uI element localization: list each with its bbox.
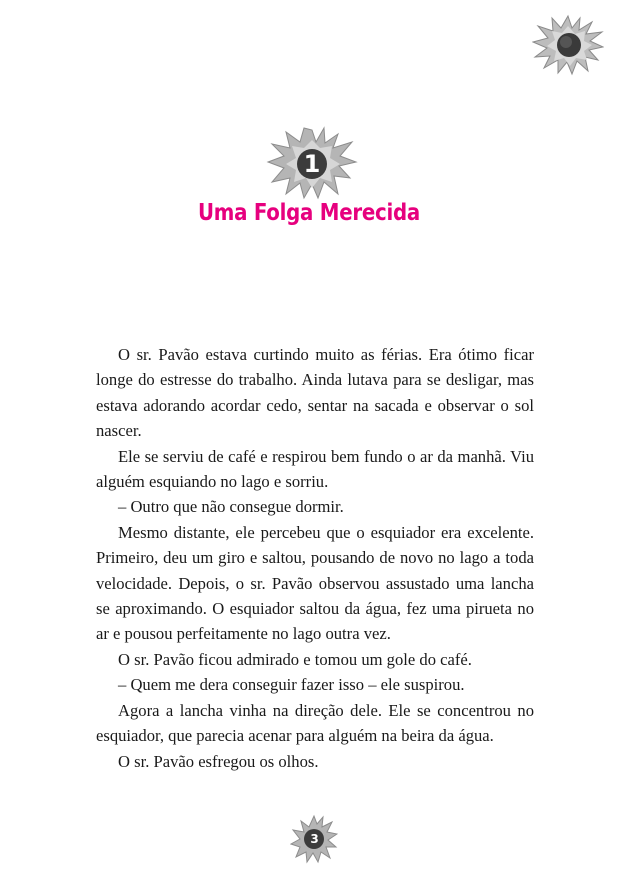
chapter-number: 1 — [303, 150, 321, 178]
story-paragraph: – Quem me dera conseguir fazer isso – ele suspirou. — [118, 675, 465, 695]
story-paragraph: O sr. Pavão ficou admirado e tomou um gole do café. — [118, 649, 472, 669]
bullet-hole-icon — [532, 14, 604, 76]
story-paragraph: – Outro que não consegue dormir. — [118, 497, 344, 517]
story-paragraph: Mesmo distante, ele percebeu que o esquiador era excelente. Primeiro, deu um giro e saltou, pousando de novo no lago a toda velocidade. Depois, o sr. Pavão observou assustado uma lancha se aproximando. O esquiador saltou da água, fez uma pirueta no ar e pousou perfeitamente no lago outra vez. — [96, 522, 534, 644]
story-paragraph: O sr. Pavão esfregou os olhos. — [118, 751, 319, 771]
story-paragraph: Ele se serviu de café e respirou bem fundo o ar da manhã. Viu alguém esquiando no lago e sorriu. — [96, 446, 534, 492]
story-paragraph: Agora a lancha vinha na direção dele. Ele se concentrou no esquiador, que parecia acenar para alguém na beira da água. — [96, 700, 534, 746]
page-number: 3 — [310, 832, 319, 846]
story-text — [96, 342, 534, 774]
chapter-title: Uma Folga Merecida — [197, 200, 421, 226]
story-paragraph: O sr. Pavão estava curtindo muito as férias. Era ótimo ficar longe do estresse do trabalho. Ainda lutava para se desligar, mas estava adorando acordar cedo, sentar na sacada e observar o sol nascer. — [96, 345, 534, 441]
